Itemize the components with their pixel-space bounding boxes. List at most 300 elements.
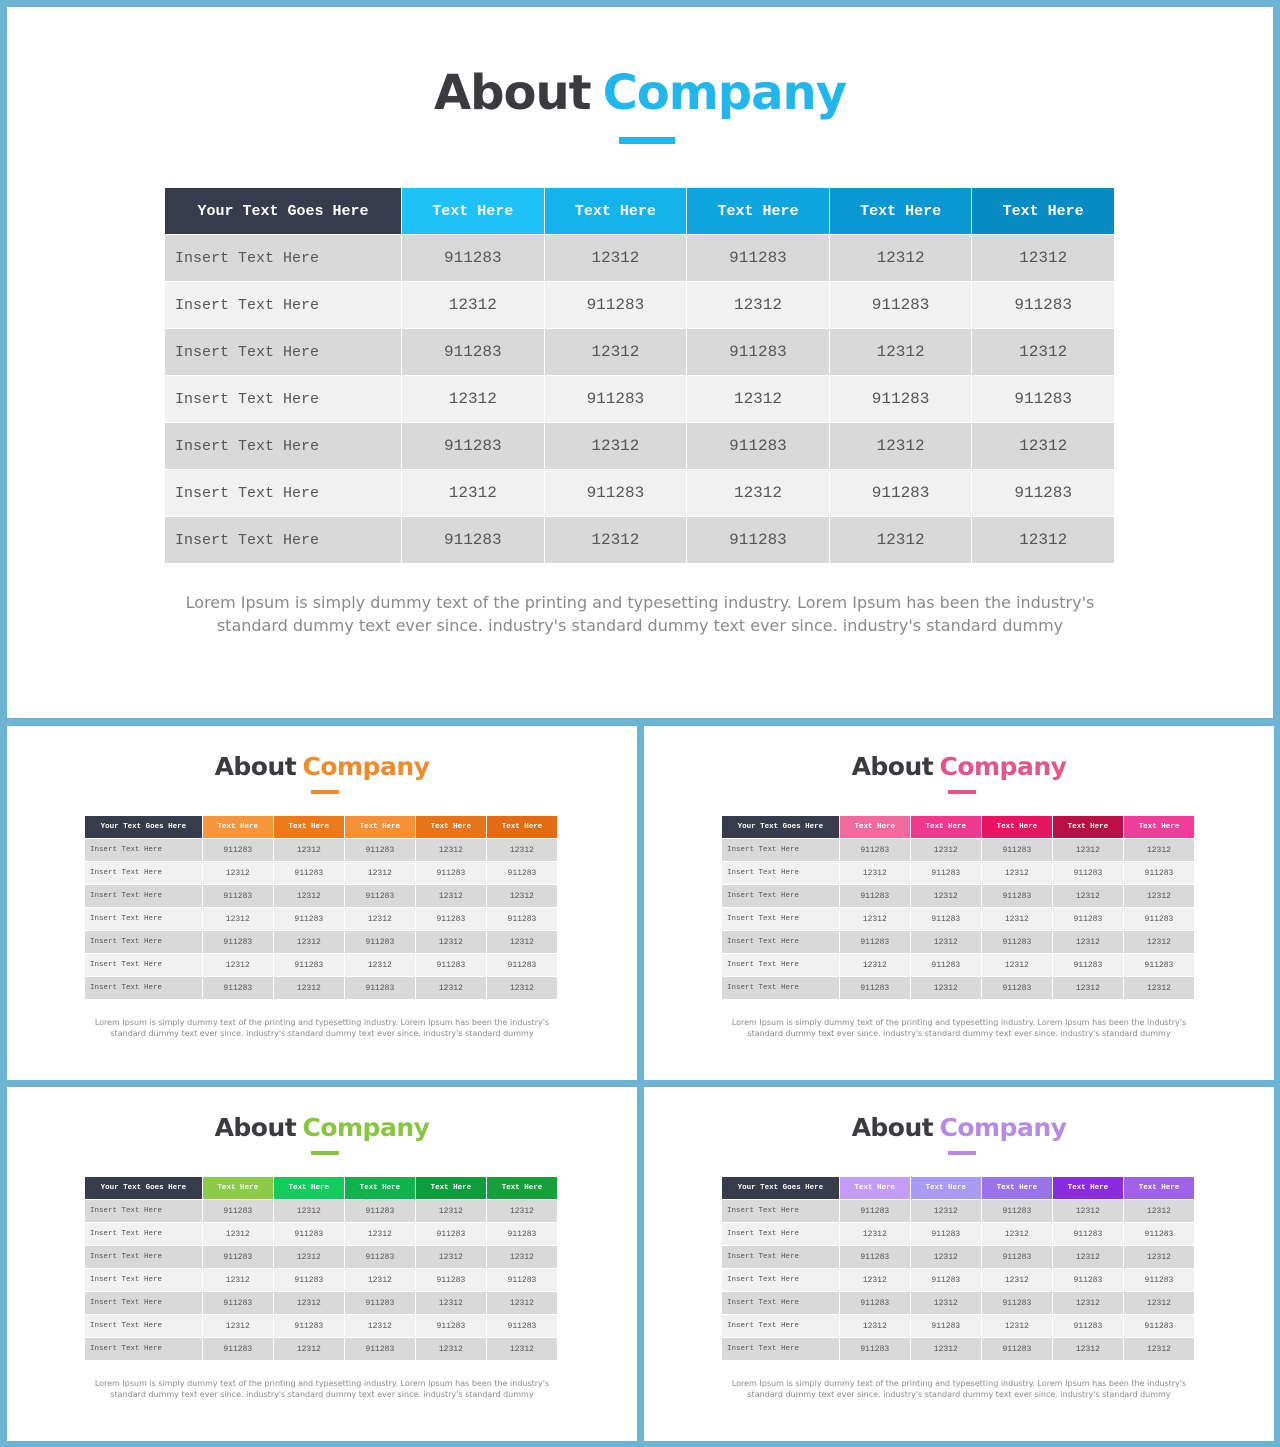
row-label: Insert Text Here bbox=[165, 376, 402, 423]
header-cell: Text Here bbox=[840, 816, 911, 839]
table-cell: 911283 bbox=[345, 885, 416, 908]
table-row bbox=[722, 954, 1195, 977]
table-cell: 911283 bbox=[402, 329, 545, 376]
table-cell: 911283 bbox=[203, 1200, 274, 1223]
table-cell: 911283 bbox=[203, 839, 274, 862]
table-row bbox=[165, 235, 1115, 282]
row-label: Insert Text Here bbox=[722, 1338, 840, 1361]
table-cell: 911283 bbox=[416, 1315, 487, 1338]
table-cell: 12312 bbox=[545, 235, 688, 282]
table-cell: 911283 bbox=[840, 1246, 911, 1269]
table-cell: 911283 bbox=[911, 1223, 982, 1246]
table-cell: 911283 bbox=[687, 423, 830, 470]
row-label: Insert Text Here bbox=[722, 1246, 840, 1269]
table-cell: 911283 bbox=[1053, 954, 1124, 977]
data-table bbox=[165, 188, 1115, 564]
table-cell: 12312 bbox=[1124, 839, 1195, 862]
table-cell: 12312 bbox=[830, 423, 973, 470]
header-cell: Text Here bbox=[274, 816, 345, 839]
table-cell: 12312 bbox=[830, 517, 973, 564]
data-table bbox=[85, 1177, 558, 1361]
row-label: Insert Text Here bbox=[165, 423, 402, 470]
table-cell: 911283 bbox=[274, 908, 345, 931]
row-label: Insert Text Here bbox=[85, 954, 203, 977]
table-cell: 12312 bbox=[982, 1315, 1053, 1338]
header-cell: Text Here bbox=[1053, 816, 1124, 839]
title-word-about: About bbox=[851, 752, 934, 781]
header-cell: Text Here bbox=[274, 1177, 345, 1200]
table-cell: 911283 bbox=[402, 517, 545, 564]
table-cell: 12312 bbox=[911, 885, 982, 908]
table-row bbox=[85, 862, 558, 885]
table-cell: 911283 bbox=[487, 1269, 558, 1292]
data-table bbox=[85, 816, 558, 1000]
table-row bbox=[165, 329, 1115, 376]
slide-blue bbox=[7, 7, 1273, 718]
table-cell: 12312 bbox=[545, 517, 688, 564]
table-cell: 12312 bbox=[487, 1246, 558, 1269]
table-cell: 12312 bbox=[972, 423, 1115, 470]
table-cell: 911283 bbox=[1053, 862, 1124, 885]
header-cell: Text Here bbox=[911, 816, 982, 839]
header-cell: Text Here bbox=[687, 188, 830, 235]
row-label: Insert Text Here bbox=[722, 1292, 840, 1315]
row-label: Insert Text Here bbox=[722, 862, 840, 885]
table-cell: 12312 bbox=[203, 862, 274, 885]
table-cell: 12312 bbox=[911, 977, 982, 1000]
table-cell: 911283 bbox=[687, 329, 830, 376]
table-cell: 911283 bbox=[345, 1246, 416, 1269]
title-underline bbox=[948, 1151, 976, 1155]
row-label: Insert Text Here bbox=[722, 931, 840, 954]
table-header-row bbox=[165, 188, 1115, 235]
table-cell: 12312 bbox=[687, 376, 830, 423]
table-cell: 12312 bbox=[840, 1223, 911, 1246]
table-cell: 911283 bbox=[487, 862, 558, 885]
table-cell: 911283 bbox=[1124, 908, 1195, 931]
table-cell: 12312 bbox=[982, 1269, 1053, 1292]
table-cell: 12312 bbox=[487, 839, 558, 862]
row-label: Insert Text Here bbox=[85, 1269, 203, 1292]
table-cell: 12312 bbox=[274, 885, 345, 908]
table-cell: 12312 bbox=[830, 329, 973, 376]
table-cell: 12312 bbox=[982, 862, 1053, 885]
table-cell: 12312 bbox=[416, 885, 487, 908]
table-cell: 911283 bbox=[345, 1292, 416, 1315]
table-cell: 12312 bbox=[972, 329, 1115, 376]
table-cell: 12312 bbox=[911, 1246, 982, 1269]
title-underline bbox=[619, 137, 675, 144]
table-row bbox=[722, 1292, 1195, 1315]
table-cell: 911283 bbox=[840, 885, 911, 908]
row-label: Insert Text Here bbox=[85, 1200, 203, 1223]
table-cell: 12312 bbox=[911, 931, 982, 954]
table-cell: 12312 bbox=[840, 1315, 911, 1338]
table-cell: 911283 bbox=[1053, 908, 1124, 931]
row-label: Insert Text Here bbox=[85, 1246, 203, 1269]
table-cell: 12312 bbox=[487, 1200, 558, 1223]
table-cell: 12312 bbox=[1124, 885, 1195, 908]
description-text: Lorem Ipsum is simply dummy text of the printing and typesetting industry. Lorem Ipsum has been the industry's standard dummy text ever since. industry's standard dummy text ever since. industry's standard dummy bbox=[731, 1018, 1187, 1038]
table-cell: 911283 bbox=[687, 517, 830, 564]
row-label: Insert Text Here bbox=[85, 977, 203, 1000]
table-cell: 911283 bbox=[1124, 1269, 1195, 1292]
header-cell: Text Here bbox=[203, 816, 274, 839]
row-label: Insert Text Here bbox=[85, 1223, 203, 1246]
table-cell: 12312 bbox=[982, 908, 1053, 931]
table-cell: 911283 bbox=[982, 839, 1053, 862]
table-cell: 911283 bbox=[345, 977, 416, 1000]
table-cell: 911283 bbox=[1053, 1223, 1124, 1246]
table-cell: 911283 bbox=[203, 1338, 274, 1361]
table-row bbox=[722, 862, 1195, 885]
table-cell: 12312 bbox=[416, 839, 487, 862]
header-cell: Text Here bbox=[487, 816, 558, 839]
table-row bbox=[722, 1200, 1195, 1223]
table-row bbox=[85, 1200, 558, 1223]
slide-pink bbox=[644, 726, 1274, 1080]
table-cell: 12312 bbox=[274, 1338, 345, 1361]
table-row bbox=[85, 954, 558, 977]
header-cell-first: Your Text Goes Here bbox=[85, 1177, 203, 1200]
table-cell: 12312 bbox=[1053, 931, 1124, 954]
table-cell: 12312 bbox=[1053, 885, 1124, 908]
table-cell: 911283 bbox=[203, 1246, 274, 1269]
row-label: Insert Text Here bbox=[722, 1315, 840, 1338]
table-cell: 911283 bbox=[830, 282, 973, 329]
table-cell: 911283 bbox=[345, 839, 416, 862]
table-cell: 911283 bbox=[345, 1200, 416, 1223]
table-row bbox=[85, 1292, 558, 1315]
table-cell: 911283 bbox=[416, 954, 487, 977]
row-label: Insert Text Here bbox=[85, 839, 203, 862]
table-cell: 911283 bbox=[487, 954, 558, 977]
header-cell: Text Here bbox=[982, 1177, 1053, 1200]
table-cell: 12312 bbox=[274, 1292, 345, 1315]
row-label: Insert Text Here bbox=[165, 470, 402, 517]
table-cell: 911283 bbox=[840, 1338, 911, 1361]
table-cell: 12312 bbox=[345, 908, 416, 931]
table-cell: 12312 bbox=[687, 470, 830, 517]
table-cell: 911283 bbox=[416, 1223, 487, 1246]
slide-title bbox=[7, 1113, 637, 1142]
table-header-row bbox=[85, 1177, 558, 1200]
description-text: Lorem Ipsum is simply dummy text of the printing and typesetting industry. Lorem Ipsum has been the industry's standard dummy text ever since. industry's standard dummy text ever since. industry's standard dummy bbox=[94, 1379, 550, 1399]
table-cell: 12312 bbox=[972, 235, 1115, 282]
table-cell: 12312 bbox=[416, 1292, 487, 1315]
header-cell: Text Here bbox=[840, 1177, 911, 1200]
table-cell: 12312 bbox=[1124, 977, 1195, 1000]
table-cell: 911283 bbox=[972, 376, 1115, 423]
table-cell: 12312 bbox=[203, 954, 274, 977]
table-cell: 911283 bbox=[416, 862, 487, 885]
title-word-company: Company bbox=[939, 752, 1067, 781]
table-cell: 911283 bbox=[1124, 862, 1195, 885]
table-cell: 12312 bbox=[982, 1223, 1053, 1246]
table-cell: 12312 bbox=[274, 839, 345, 862]
table-cell: 12312 bbox=[830, 235, 973, 282]
table-cell: 12312 bbox=[402, 470, 545, 517]
table-cell: 12312 bbox=[911, 1338, 982, 1361]
table-cell: 12312 bbox=[1053, 977, 1124, 1000]
table-row bbox=[165, 470, 1115, 517]
data-table bbox=[722, 816, 1195, 1000]
table-cell: 12312 bbox=[203, 1223, 274, 1246]
row-label: Insert Text Here bbox=[165, 329, 402, 376]
row-label: Insert Text Here bbox=[165, 235, 402, 282]
table-row bbox=[85, 885, 558, 908]
table-cell: 911283 bbox=[274, 1269, 345, 1292]
table-cell: 12312 bbox=[274, 1246, 345, 1269]
table-cell: 12312 bbox=[345, 1315, 416, 1338]
table-row bbox=[85, 1246, 558, 1269]
table-cell: 911283 bbox=[203, 977, 274, 1000]
row-label: Insert Text Here bbox=[722, 977, 840, 1000]
header-cell: Text Here bbox=[545, 188, 688, 235]
table-cell: 911283 bbox=[982, 1292, 1053, 1315]
table-cell: 12312 bbox=[545, 423, 688, 470]
table-cell: 12312 bbox=[1053, 1292, 1124, 1315]
table-row bbox=[722, 931, 1195, 954]
slide-purple bbox=[644, 1087, 1274, 1441]
row-label: Insert Text Here bbox=[85, 1338, 203, 1361]
table-cell: 911283 bbox=[203, 1292, 274, 1315]
table-cell: 911283 bbox=[487, 1223, 558, 1246]
table-cell: 12312 bbox=[416, 977, 487, 1000]
header-cell: Text Here bbox=[911, 1177, 982, 1200]
header-cell: Text Here bbox=[402, 188, 545, 235]
table-cell: 12312 bbox=[274, 931, 345, 954]
table-cell: 12312 bbox=[840, 954, 911, 977]
slide-orange bbox=[7, 726, 637, 1080]
description-text: Lorem Ipsum is simply dummy text of the printing and typesetting industry. Lorem Ipsum has been the industry's standard dummy text ever since. industry's standard dummy text ever since. industry's standard dummy bbox=[185, 593, 1095, 635]
row-label: Insert Text Here bbox=[85, 862, 203, 885]
table-cell: 911283 bbox=[274, 954, 345, 977]
header-cell: Text Here bbox=[345, 1177, 416, 1200]
title-word-company: Company bbox=[939, 1113, 1067, 1142]
table-cell: 12312 bbox=[840, 908, 911, 931]
table-cell: 12312 bbox=[274, 1200, 345, 1223]
title-underline bbox=[948, 790, 976, 794]
table-cell: 12312 bbox=[911, 1200, 982, 1223]
header-cell-first: Your Text Goes Here bbox=[85, 816, 203, 839]
row-label: Insert Text Here bbox=[165, 517, 402, 564]
header-cell: Text Here bbox=[1124, 1177, 1195, 1200]
table-cell: 12312 bbox=[416, 1246, 487, 1269]
slide-title bbox=[644, 1113, 1274, 1142]
table-cell: 911283 bbox=[274, 1315, 345, 1338]
table-cell: 12312 bbox=[840, 862, 911, 885]
table-row bbox=[165, 282, 1115, 329]
table-cell: 911283 bbox=[840, 977, 911, 1000]
table-cell: 911283 bbox=[487, 1315, 558, 1338]
table-cell: 911283 bbox=[545, 470, 688, 517]
table-cell: 911283 bbox=[840, 839, 911, 862]
table-cell: 911283 bbox=[911, 862, 982, 885]
table-row bbox=[165, 423, 1115, 470]
table-header-row bbox=[85, 816, 558, 839]
table-cell: 12312 bbox=[345, 954, 416, 977]
table-cell: 911283 bbox=[203, 931, 274, 954]
table-header-row bbox=[722, 816, 1195, 839]
table-cell: 911283 bbox=[972, 282, 1115, 329]
header-cell: Text Here bbox=[416, 1177, 487, 1200]
table-row bbox=[165, 376, 1115, 423]
table-cell: 12312 bbox=[911, 839, 982, 862]
row-label: Insert Text Here bbox=[722, 1223, 840, 1246]
title-word-about: About bbox=[433, 65, 591, 121]
slide-green bbox=[7, 1087, 637, 1441]
row-label: Insert Text Here bbox=[722, 839, 840, 862]
table-cell: 911283 bbox=[345, 1338, 416, 1361]
table-row bbox=[85, 931, 558, 954]
title-word-company: Company bbox=[302, 752, 430, 781]
row-label: Insert Text Here bbox=[722, 885, 840, 908]
table-cell: 911283 bbox=[840, 931, 911, 954]
table-cell: 12312 bbox=[203, 1269, 274, 1292]
table-row bbox=[722, 1246, 1195, 1269]
table-cell: 12312 bbox=[487, 931, 558, 954]
table-cell: 12312 bbox=[416, 1200, 487, 1223]
table-row bbox=[722, 908, 1195, 931]
table-cell: 12312 bbox=[982, 954, 1053, 977]
table-cell: 911283 bbox=[416, 908, 487, 931]
header-cell: Text Here bbox=[972, 188, 1115, 235]
table-cell: 12312 bbox=[1124, 931, 1195, 954]
table-row bbox=[85, 1223, 558, 1246]
header-cell: Text Here bbox=[830, 188, 973, 235]
table-cell: 911283 bbox=[972, 470, 1115, 517]
table-cell: 12312 bbox=[687, 282, 830, 329]
table-cell: 911283 bbox=[840, 1292, 911, 1315]
table-cell: 911283 bbox=[840, 1200, 911, 1223]
header-cell: Text Here bbox=[1124, 816, 1195, 839]
table-row bbox=[722, 977, 1195, 1000]
table-cell: 12312 bbox=[487, 1292, 558, 1315]
table-cell: 12312 bbox=[1124, 1292, 1195, 1315]
table-cell: 12312 bbox=[840, 1269, 911, 1292]
row-label: Insert Text Here bbox=[85, 1292, 203, 1315]
header-cell: Text Here bbox=[487, 1177, 558, 1200]
table-cell: 12312 bbox=[416, 1338, 487, 1361]
table-cell: 12312 bbox=[402, 282, 545, 329]
slide-title bbox=[7, 65, 1273, 121]
table-cell: 12312 bbox=[972, 517, 1115, 564]
table-cell: 911283 bbox=[274, 1223, 345, 1246]
header-cell: Text Here bbox=[982, 816, 1053, 839]
row-label: Insert Text Here bbox=[85, 1315, 203, 1338]
table-cell: 911283 bbox=[982, 931, 1053, 954]
table-cell: 911283 bbox=[830, 470, 973, 517]
header-cell: Text Here bbox=[416, 816, 487, 839]
row-label: Insert Text Here bbox=[85, 908, 203, 931]
table-header-row bbox=[722, 1177, 1195, 1200]
table-cell: 911283 bbox=[982, 1246, 1053, 1269]
header-cell-first: Your Text Goes Here bbox=[722, 1177, 840, 1200]
table-cell: 12312 bbox=[416, 931, 487, 954]
table-cell: 12312 bbox=[1053, 1246, 1124, 1269]
table-cell: 911283 bbox=[830, 376, 973, 423]
table-cell: 12312 bbox=[203, 1315, 274, 1338]
table-cell: 12312 bbox=[274, 977, 345, 1000]
title-word-company: Company bbox=[302, 1113, 430, 1142]
table-cell: 911283 bbox=[982, 977, 1053, 1000]
description-text: Lorem Ipsum is simply dummy text of the printing and typesetting industry. Lorem Ipsum has been the industry's standard dummy text ever since. industry's standard dummy text ever since. industry's standard dummy bbox=[94, 1018, 550, 1038]
table-row bbox=[722, 839, 1195, 862]
title-word-about: About bbox=[214, 752, 297, 781]
table-cell: 911283 bbox=[274, 862, 345, 885]
table-cell: 911283 bbox=[911, 1269, 982, 1292]
table-cell: 12312 bbox=[1124, 1246, 1195, 1269]
table-row bbox=[722, 1315, 1195, 1338]
table-row bbox=[165, 517, 1115, 564]
table-cell: 911283 bbox=[1124, 954, 1195, 977]
table-cell: 12312 bbox=[1124, 1338, 1195, 1361]
table-cell: 12312 bbox=[545, 329, 688, 376]
header-cell: Text Here bbox=[345, 816, 416, 839]
row-label: Insert Text Here bbox=[722, 954, 840, 977]
table-cell: 911283 bbox=[687, 235, 830, 282]
header-cell: Text Here bbox=[1053, 1177, 1124, 1200]
table-cell: 911283 bbox=[911, 954, 982, 977]
header-cell-first: Your Text Goes Here bbox=[165, 188, 402, 235]
table-cell: 911283 bbox=[402, 423, 545, 470]
row-label: Insert Text Here bbox=[722, 1200, 840, 1223]
table-cell: 12312 bbox=[203, 908, 274, 931]
table-cell: 12312 bbox=[345, 862, 416, 885]
table-cell: 12312 bbox=[402, 376, 545, 423]
title-word-about: About bbox=[851, 1113, 934, 1142]
table-cell: 911283 bbox=[911, 1315, 982, 1338]
table-cell: 911283 bbox=[402, 235, 545, 282]
slide-title bbox=[644, 752, 1274, 781]
table-cell: 911283 bbox=[345, 931, 416, 954]
table-cell: 12312 bbox=[1124, 1200, 1195, 1223]
table-cell: 911283 bbox=[487, 908, 558, 931]
title-underline bbox=[311, 790, 339, 794]
table-cell: 12312 bbox=[345, 1269, 416, 1292]
table-cell: 911283 bbox=[416, 1269, 487, 1292]
table-cell: 911283 bbox=[203, 885, 274, 908]
table-cell: 911283 bbox=[1053, 1315, 1124, 1338]
table-cell: 911283 bbox=[1124, 1315, 1195, 1338]
header-cell: Text Here bbox=[203, 1177, 274, 1200]
table-cell: 911283 bbox=[1053, 1269, 1124, 1292]
table-row bbox=[722, 1338, 1195, 1361]
table-cell: 12312 bbox=[345, 1223, 416, 1246]
table-cell: 12312 bbox=[487, 1338, 558, 1361]
table-cell: 12312 bbox=[911, 1292, 982, 1315]
table-cell: 911283 bbox=[545, 376, 688, 423]
table-row bbox=[722, 1223, 1195, 1246]
row-label: Insert Text Here bbox=[722, 1269, 840, 1292]
table-cell: 12312 bbox=[1053, 839, 1124, 862]
header-cell-first: Your Text Goes Here bbox=[722, 816, 840, 839]
table-row bbox=[85, 839, 558, 862]
table-cell: 911283 bbox=[982, 885, 1053, 908]
table-row bbox=[722, 885, 1195, 908]
row-label: Insert Text Here bbox=[85, 931, 203, 954]
table-cell: 12312 bbox=[487, 977, 558, 1000]
table-cell: 12312 bbox=[1053, 1338, 1124, 1361]
table-cell: 911283 bbox=[1124, 1223, 1195, 1246]
table-row bbox=[85, 908, 558, 931]
table-cell: 12312 bbox=[1053, 1200, 1124, 1223]
description-text: Lorem Ipsum is simply dummy text of the printing and typesetting industry. Lorem Ipsum has been the industry's standard dummy text ever since. industry's standard dummy text ever since. industry's standard dummy bbox=[731, 1379, 1187, 1399]
table-cell: 911283 bbox=[911, 908, 982, 931]
table-cell: 12312 bbox=[487, 885, 558, 908]
table-row bbox=[85, 1338, 558, 1361]
